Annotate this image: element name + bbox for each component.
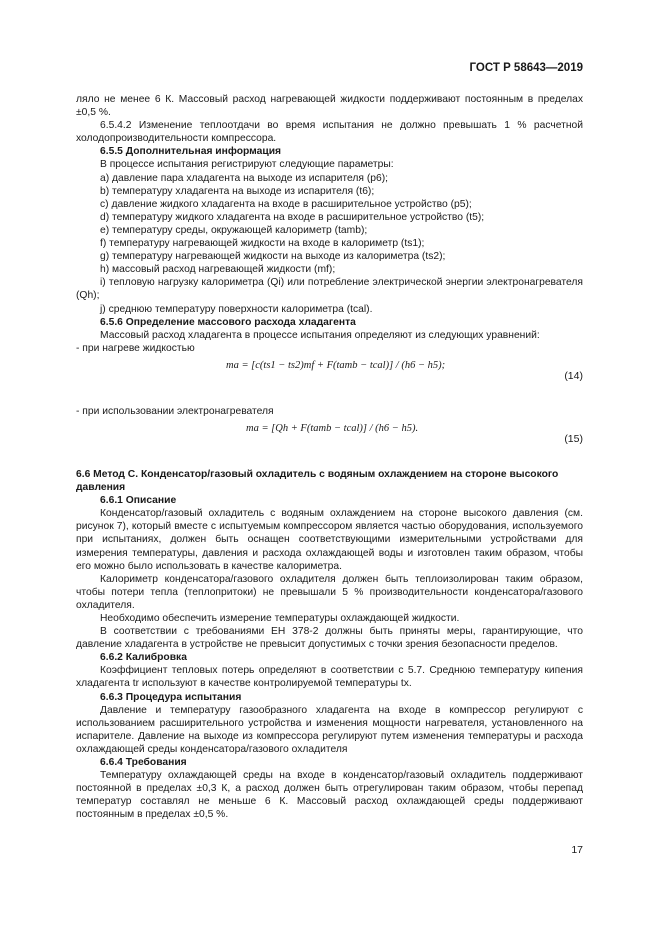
- formula-number: (14): [564, 369, 583, 382]
- section-heading: 6.6.1 Описание: [100, 495, 177, 507]
- list-item: e) температуру среды, окружающей калориметр (tamb);: [100, 224, 368, 236]
- section-heading: 6.6.2 Калибровка: [100, 652, 187, 664]
- list-item: j) среднюю температуру поверхности калориметра (tcal).: [100, 303, 373, 315]
- formula-expression: ma = [c(ts1 − ts2)mf + F(tamb − tcal)] / (h6 − h5);: [226, 359, 446, 371]
- list-item: h) массовый расход нагревающей жидкости (mf);: [100, 264, 336, 276]
- paragraph: В процессе испытания регистрируют следующие параметры:: [100, 159, 394, 171]
- section-heading: 6.6.3 Процедура испытания: [100, 691, 242, 703]
- formula-expression: ma = [Qh + F(tamb − tcal)] / (h6 − h5).: [246, 422, 419, 434]
- paragraph: - при использовании электронагревателя: [76, 405, 274, 417]
- section-heading: 6.5.5 Дополнительная информация: [100, 146, 282, 158]
- paragraph: Массовый расход хладагента в процессе испытания определяют из следующих уравнений:: [100, 329, 540, 341]
- document-header: ГОСТ Р 58643—2019: [469, 62, 583, 74]
- formula-15: [76, 422, 583, 462]
- section-title: 6.6 Метод С. Конденсатор/газовый охладитель с водяным охлаждением на стороне высокого давления: [76, 468, 559, 494]
- list-item: g) температуру нагревающей жидкости на выходе из калориметра (ts2);: [100, 251, 446, 263]
- list-item: d) температуру жидкого хладагента на входе в расширительное устройство (t5);: [100, 211, 485, 223]
- section-heading: 6.5.6 Определение массового расхода хладагента: [100, 316, 356, 328]
- paragraph: Давление и температуру газообразного хладагента на входе в компрессор регулируют с использованием расширительного устройства и изменения мощности нагревателя, установленного на испарителе. Давление на выходе из компрессора регулируют путем изменения температуры и расхода охлаждающей среды конденсатора/газового охладителя: [76, 704, 583, 755]
- section-heading: 6.6.4 Требования: [100, 757, 187, 769]
- paragraph: - при нагреве жидкостью: [76, 342, 195, 354]
- list-item: i) тепловую нагрузку калориметра (Qi) или потребление электрической энергии электронагревателя (Qh);: [76, 277, 583, 302]
- paragraph: 6.5.4.2 Изменение теплоотдачи во время испытания не должно превышать 1 % расчетной холодопроизводительности компрессора.: [76, 120, 583, 145]
- paragraph: Калориметр конденсатора/газового охладителя должен быть теплоизолирован таким образом, чтобы потери тепла (теплопритоки) не превышали 5 % производительности конденсатора/газового охладителя.: [76, 573, 583, 611]
- list-item: f) температуру нагревающей жидкости на входе в калориметр (ts1);: [100, 238, 425, 250]
- formula-number: (15): [564, 432, 583, 445]
- page-number: 17: [571, 844, 583, 856]
- paragraph: В соответствии с требованиями ЕН 378-2 должны быть приняты меры, гарантирующие, что давление хладагента в устройстве не превысит допустимых с точки зрения безопасности пределов.: [76, 626, 583, 651]
- paragraph: Температуру охлаждающей среды на входе в конденсатор/газовый охладитель поддерживают постоянной в пределах ±0,3 К, а расход должен быть отрегулирован таким образом, чтобы перепад температур составлял не меньше 6 К. Массовый расход охлаждающей среды поддерживают постоянным в пределах ±0,5 %.: [76, 770, 583, 821]
- list-item: b) температуру хладагента на выходе из испарителя (t6);: [100, 185, 375, 197]
- list-item: c) давление жидкого хладагента на входе в расширительное устройство (p5);: [100, 198, 472, 210]
- paragraph: Коэффициент тепловых потерь определяют в соответствии с 5.7. Среднюю температуру кипения хладагента tr используют в качестве контролируемой температуры tx.: [76, 665, 583, 690]
- paragraph: ляло не менее 6 К. Массовый расход нагревающей жидкости поддерживают постоянным в пределах ±0,5 %.: [76, 94, 583, 119]
- document-body: [76, 93, 583, 822]
- paragraph: Конденсатор/газовый охладитель с водяным охлаждением на стороне высокого давления (см. рисунок 7), который вместе с испытуемым компрессором является частью оборудования, используемого при испытаниях, должен быть оснащен соответствующими измерительными устройствами для измерения температуры, давления и расхода охлаждающей воды и изготовлен таким образом, чтобы его можно было использовать в качестве калориметра.: [76, 508, 583, 572]
- list-item: a) давление пара хладагента на выходе из испарителя (p6);: [100, 172, 389, 184]
- paragraph: Необходимо обеспечить измерение температуры охлаждающей жидкости.: [100, 613, 460, 624]
- formula-14: [76, 359, 583, 399]
